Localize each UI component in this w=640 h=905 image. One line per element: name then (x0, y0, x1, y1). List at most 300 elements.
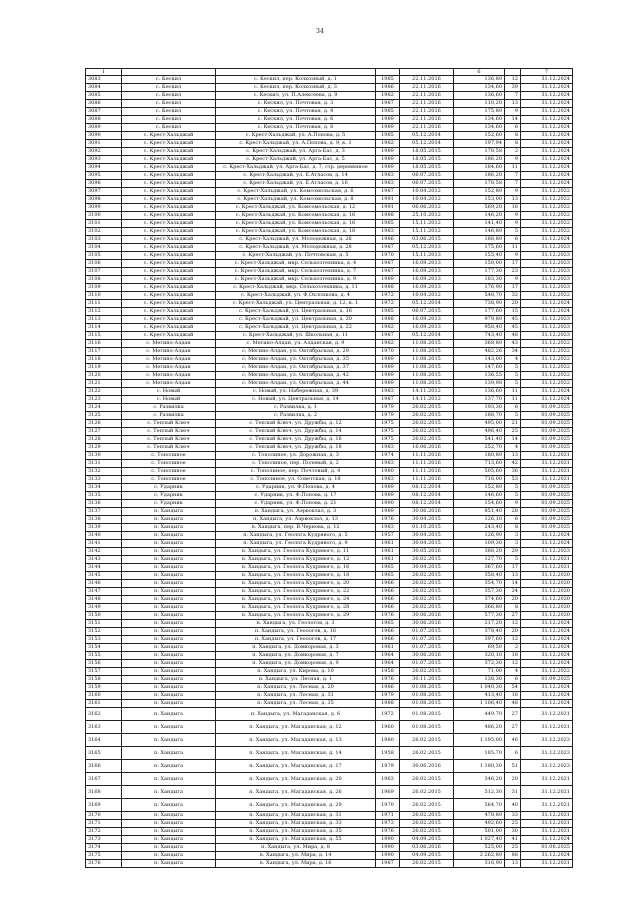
row-number-cell: 3105 (86, 252, 122, 260)
row-number-cell: 3086 (86, 100, 122, 108)
area-cell: 252,70 (454, 444, 505, 452)
table-row (86, 388, 573, 396)
row-number-cell: 3103 (86, 236, 122, 244)
year-built-cell: 1966 (376, 636, 400, 644)
area-cell: 146,60 (454, 492, 505, 500)
inclusion-date-cell: 11.11.2016 (400, 452, 454, 460)
table-row (86, 436, 573, 444)
residents-cell: 46 (505, 734, 521, 747)
table-row (86, 786, 573, 799)
address-cell: с. Крест-Хальджай, ул. А.Попова, д. 5 (216, 132, 376, 140)
address-cell: с. Кескил, пер. Колхозный, д. 1 (216, 76, 376, 84)
residents-cell: 31 (505, 786, 521, 799)
plan-date-cell: 01.09.2025 (521, 420, 573, 428)
area-cell: 979,80 (454, 316, 505, 324)
table-row (86, 380, 573, 388)
residents-cell: 5 (505, 228, 521, 236)
year-built-cell: 1979 (376, 760, 400, 773)
inclusion-date-cell: 01.07.2015 (400, 644, 454, 652)
settlement-cell: с. Крест-Хальджай (122, 268, 216, 276)
area-cell: 1 195,00 (454, 734, 505, 747)
inclusion-date-cell: 30.04.2015 (400, 540, 454, 548)
settlement-cell: п. Хандыга (122, 860, 216, 868)
settlement-cell: п. Хандыга (122, 828, 216, 836)
area-cell: 185,70 (454, 747, 505, 760)
area-cell: 177,60 (454, 308, 505, 316)
residents-cell: 29 (505, 548, 521, 556)
address-cell: п. Хандыга, ул. Домкоровая, д. 3 (216, 644, 376, 652)
area-cell: 496,40 (454, 428, 505, 436)
inclusion-date-cell: 22.11.2016 (400, 124, 454, 132)
residents-cell: 9 (505, 156, 521, 164)
residents-cell: 3 (505, 532, 521, 540)
table-row (86, 212, 573, 220)
plan-date-cell: 31.12.2022 (521, 356, 573, 364)
settlement-cell: п. Хандыга (122, 676, 216, 684)
settlement-cell: с. Теплый Ключ (122, 428, 216, 436)
row-number-cell: 3114 (86, 324, 122, 332)
address-cell: п. Хандыга, ул. Магаданская, д. 31 (216, 812, 376, 820)
residents-cell: 20 (505, 773, 521, 786)
residents-cell: 20 (505, 300, 521, 308)
plan-date-cell: 31.12.2022 (521, 340, 573, 348)
residents-cell: 6 (505, 404, 521, 412)
inclusion-date-cell: 25.10.2012 (400, 212, 454, 220)
row-number-cell: 3126 (86, 420, 122, 428)
address-cell: с. Крест-Хальджай, ул. Е.Атласов, д. 16 (216, 180, 376, 188)
inclusion-date-cell: 05.12.2014 (400, 140, 454, 148)
table-row (86, 734, 573, 747)
table-row (86, 812, 573, 820)
table-row (86, 620, 573, 628)
year-built-cell: 1966 (376, 588, 400, 596)
inclusion-date-cell: 26.02.2015 (400, 828, 454, 836)
table-row (86, 116, 573, 124)
inclusion-date-cell: 26.02.2015 (400, 420, 454, 428)
address-cell: п. Хандыга, ул. Геолога Кудрявого, д. 18 (216, 572, 376, 580)
settlement-cell: с. Кескил (122, 84, 216, 92)
plan-date-cell: 31.12.2021 (521, 564, 573, 572)
year-built-cell: 1976 (376, 676, 400, 684)
address-cell: с. Ударник, ул. Ф.Попова, д. 4 (216, 484, 376, 492)
settlement-cell: с. Кескил (122, 124, 216, 132)
address-cell: п. Хандыга, ул. Лесная, д. 31 (216, 692, 376, 700)
address-cell: п. Хандыга, ул. Лесная, д. 1 (216, 676, 376, 684)
address-cell: с. Развилка, д. 2 (216, 412, 376, 420)
plan-date-cell: 01.09.2025 (521, 524, 573, 532)
table-row (86, 108, 573, 116)
year-built-cell: 1989 (376, 372, 400, 380)
plan-date-cell: 31.12.2023 (521, 268, 573, 276)
residents-cell: 17 (505, 564, 521, 572)
inclusion-date-cell: 30.04.2015 (400, 564, 454, 572)
address-cell: п. Хандыга, ул. Геолога Кудрявого, д. 11 (216, 548, 376, 556)
address-cell: п. Хандыга, ул. Лесная, д. 20 (216, 684, 376, 692)
plan-date-cell: 31.12.2022 (521, 372, 573, 380)
row-number-cell: 3162 (86, 708, 122, 721)
residents-cell: 4 (505, 356, 521, 364)
plan-date-cell: 31.12.2020 (521, 604, 573, 612)
year-built-cell: 1983 (376, 444, 400, 452)
address-cell: с. Крест-Хальджай, ул. Почтовская, д. 5 (216, 252, 376, 260)
inclusion-date-cell: 06.06.2012 (400, 204, 454, 212)
plan-date-cell: 31.12.2021 (521, 708, 573, 721)
table-body (86, 76, 573, 868)
table-row (86, 444, 573, 452)
plan-date-cell: 01.09.2025 (521, 676, 573, 684)
table-row (86, 196, 573, 204)
inclusion-date-cell: 08.12.2014 (400, 484, 454, 492)
plan-date-cell: 31.12.2024 (521, 92, 573, 100)
row-number-cell: 3139 (86, 524, 122, 532)
address-cell: с. Крест-Хальджай, ул. Центральная, д. 20 (216, 316, 376, 324)
residents-cell: 32 (505, 292, 521, 300)
inclusion-date-cell: 22.11.2016 (400, 108, 454, 116)
area-cell: 143,00 (454, 356, 505, 364)
year-built-cell: 1976 (376, 612, 400, 620)
settlement-cell: с. Ударник (122, 492, 216, 500)
table-row (86, 747, 573, 760)
address-cell: с. Кескил, ул. Почтовая, д. 6 (216, 116, 376, 124)
area-cell: 110,20 (454, 100, 505, 108)
plan-date-cell: 31.12.2021 (521, 812, 573, 820)
residents-cell: 25 (505, 820, 521, 828)
plan-date-cell: 31.12.2024 (521, 532, 573, 540)
area-cell: 486,20 (454, 721, 505, 734)
residents-cell: 54 (505, 684, 521, 692)
year-built-cell: 1987 (376, 244, 400, 252)
area-cell: 713,60 (454, 460, 505, 468)
row-number-cell: 3175 (86, 852, 122, 860)
address-cell: п. Хандыга, ул. Мира, д. 16 (216, 860, 376, 868)
residents-cell: 36 (505, 468, 521, 476)
plan-date-cell: 01.09.2025 (521, 492, 573, 500)
settlement-cell: с. Развилка (122, 404, 216, 412)
inclusion-date-cell: 04.09.2015 (400, 836, 454, 844)
residents-cell: 6 (505, 747, 521, 760)
row-number-cell: 3118 (86, 356, 122, 364)
plan-date-cell: 31.12.2024 (521, 628, 573, 636)
year-built-cell: 1974 (376, 452, 400, 460)
residents-cell: 8 (505, 140, 521, 148)
area-cell: 577,30 (454, 612, 505, 620)
year-built-cell: 1972 (376, 300, 400, 308)
settlement-cell: п. Хандыга (122, 548, 216, 556)
year-built-cell: 1988 (376, 212, 400, 220)
address-cell: с. Крест-Хальджай, ул. Ф.Охлопкова, д. 4 (216, 292, 376, 300)
plan-date-cell: 31.12.2024 (521, 108, 573, 116)
settlement-cell: с. Крест-Хальджай (122, 276, 216, 284)
table-row (86, 836, 573, 844)
area-cell: 134,60 (454, 116, 505, 124)
table-row (86, 668, 573, 676)
inclusion-date-cell: 26.02.2015 (400, 588, 454, 596)
settlement-cell: п. Хандыга (122, 852, 216, 860)
table-row (86, 708, 573, 721)
area-cell: 354,70 (454, 580, 505, 588)
plan-date-cell: 31.12.2024 (521, 388, 573, 396)
inclusion-date-cell: 26.02.2015 (400, 786, 454, 799)
area-cell: 492,60 (454, 820, 505, 828)
address-cell: с. Теплый Ключ, ул. Дружбы, д. 18 (216, 444, 376, 452)
table-header-row (86, 69, 573, 76)
table-row (86, 156, 573, 164)
residents-cell: 20 (505, 628, 521, 636)
year-built-cell: 1990 (376, 500, 400, 508)
year-built-cell: 1975 (376, 420, 400, 428)
inclusion-date-cell: 26.02.2015 (400, 436, 454, 444)
inclusion-date-cell: 11.08.2015 (400, 340, 454, 348)
table-row (86, 760, 573, 773)
area-cell: 155,40 (454, 252, 505, 260)
table-row (86, 92, 573, 100)
residents-cell: 6 (505, 124, 521, 132)
area-cell: 137,70 (454, 396, 505, 404)
plan-date-cell: 31.12.2024 (521, 620, 573, 628)
residents-cell: 5 (505, 364, 521, 372)
residents-cell: 25 (505, 428, 521, 436)
area-cell: 183,30 (454, 276, 505, 284)
residents-cell: 8 (505, 524, 521, 532)
year-built-cell: 1966 (376, 628, 400, 636)
settlement-cell: с. Крест-Хальджай (122, 156, 216, 164)
table-row (86, 516, 573, 524)
year-built-cell: 1983 (376, 460, 400, 468)
inclusion-date-cell: 26.02.2015 (400, 799, 454, 812)
table-row (86, 204, 573, 212)
address-cell: п. Хандыга, ул. Магаданская, д. 17 (216, 760, 376, 773)
inclusion-date-cell: 26.02.2015 (400, 668, 454, 676)
residents-cell: 51 (505, 760, 521, 773)
row-number-cell: 3087 (86, 108, 122, 116)
inclusion-date-cell: 26.02.2015 (400, 412, 454, 420)
residents-cell: 4 (505, 444, 521, 452)
settlement-cell: с. Крест-Хальджай (122, 212, 216, 220)
table-row (86, 799, 573, 812)
plan-date-cell: 31.12.2021 (521, 468, 573, 476)
residents-cell: 12 (505, 620, 521, 628)
plan-date-cell: 31.12.2022 (521, 212, 573, 220)
table-row (86, 660, 573, 668)
area-cell: 243,40 (454, 524, 505, 532)
plan-date-cell: 31.12.2024 (521, 172, 573, 180)
inclusion-date-cell: 14.11.2012 (400, 388, 454, 396)
settlement-cell: п. Хандыга (122, 636, 216, 644)
settlement-cell: с. Крест-Хальджай (122, 308, 216, 316)
address-cell: с. Новый, ул. Набережная, д. 39 (216, 388, 376, 396)
inclusion-date-cell: 11.11.2016 (400, 460, 454, 468)
table-row (86, 268, 573, 276)
row-number-cell: 3116 (86, 340, 122, 348)
row-number-cell: 3129 (86, 444, 122, 452)
residents-cell: 3 (505, 540, 521, 548)
row-number-cell: 3142 (86, 548, 122, 556)
address-cell: с. Тополиное, ул. Дорожная, д. 3 (216, 452, 376, 460)
settlement-cell: с. Крест-Хальджай (122, 260, 216, 268)
header-cell: 6 (454, 69, 505, 76)
plan-date-cell: 31.12.2024 (521, 700, 573, 708)
area-cell: 1 040,30 (454, 684, 505, 692)
year-built-cell: 1986 (376, 84, 400, 92)
row-number-cell: 3154 (86, 644, 122, 652)
row-number-cell: 3156 (86, 660, 122, 668)
plan-date-cell: 31.12.2020 (521, 588, 573, 596)
settlement-cell: п. Хандыга (122, 508, 216, 516)
inclusion-date-cell: 11.08.2015 (400, 380, 454, 388)
plan-date-cell: 01.09.2025 (521, 484, 573, 492)
year-built-cell: 1990 (376, 836, 400, 844)
row-number-cell: 3110 (86, 292, 122, 300)
row-number-cell: 3104 (86, 244, 122, 252)
residents-cell: 2 (505, 644, 521, 652)
area-cell: 136,60 (454, 388, 505, 396)
residents-cell: 13 (505, 452, 521, 460)
header-cell (122, 69, 216, 76)
plan-date-cell: 31.12.2023 (521, 244, 573, 252)
address-cell: с. Тополиное, пер. Почтовый, д. 4 (216, 468, 376, 476)
row-number-cell: 3143 (86, 556, 122, 564)
table-row (86, 596, 573, 604)
table-row (86, 372, 573, 380)
row-number-cell: 3132 (86, 468, 122, 476)
area-cell: 1 180,30 (454, 760, 505, 773)
year-built-cell: 1987 (376, 396, 400, 404)
year-built-cell: 1957 (376, 532, 400, 540)
address-cell: п. Хандыга, ул. Аэрвокзал, д. 13 (216, 516, 376, 524)
area-cell: 541,40 (454, 436, 505, 444)
plan-date-cell: 31.12.2022 (521, 364, 573, 372)
year-built-cell: 1964 (376, 652, 400, 660)
area-cell: 851,40 (454, 508, 505, 516)
area-cell: 482,26 (454, 348, 505, 356)
row-number-cell: 3158 (86, 676, 122, 684)
settlement-cell: п. Хандыга (122, 820, 216, 828)
settlement-cell: с. Тополиное (122, 452, 216, 460)
year-built-cell: 1958 (376, 668, 400, 676)
area-cell: 958,40 (454, 324, 505, 332)
row-number-cell: 3140 (86, 532, 122, 540)
table-row (86, 404, 573, 412)
row-number-cell: 3141 (86, 540, 122, 548)
inclusion-date-cell: 10.04.2012 (400, 196, 454, 204)
settlement-cell: п. Хандыга (122, 708, 216, 721)
plan-date-cell: 31.12.2023 (521, 260, 573, 268)
table-row (86, 684, 573, 692)
row-number-cell: 3088 (86, 116, 122, 124)
inclusion-date-cell: 26.02.2015 (400, 556, 454, 564)
area-cell: 141,40 (454, 220, 505, 228)
row-number-cell: 3164 (86, 734, 122, 747)
year-built-cell: 1986 (376, 684, 400, 692)
settlement-cell: п. Хандыга (122, 812, 216, 820)
address-cell: п. Хандыга, ул. Аэрвокзал, д. 3 (216, 508, 376, 516)
address-cell: с. Мегино-Алдан, ул. Октябрьская, д. 37 (216, 364, 376, 372)
area-cell: 150,00 (454, 260, 505, 268)
year-built-cell: 1989 (376, 116, 400, 124)
inclusion-date-cell: 16.06.2016 (400, 444, 454, 452)
inclusion-date-cell: 18.05.2015 (400, 156, 454, 164)
residents-cell: 39 (505, 84, 521, 92)
plan-date-cell: 31.12.2024 (521, 660, 573, 668)
area-cell: 505,60 (454, 468, 505, 476)
plan-date-cell: 31.12.2023 (521, 332, 573, 340)
residents-cell: 9 (505, 188, 521, 196)
residents-cell: 34 (505, 348, 521, 356)
inclusion-date-cell: 05.12.2014 (400, 300, 454, 308)
row-number-cell: 3097 (86, 188, 122, 196)
residents-cell: 13 (505, 196, 521, 204)
table-row (86, 773, 573, 786)
residents-cell: 41 (505, 836, 521, 844)
year-built-cell: 1988 (376, 700, 400, 708)
year-built-cell: 1983 (376, 524, 400, 532)
inclusion-date-cell: 30.04.2015 (400, 516, 454, 524)
area-cell: 109,30 (454, 540, 505, 548)
inclusion-date-cell: 06.07.2015 (400, 308, 454, 316)
table-row (86, 428, 573, 436)
address-cell: с. Крест-Хальджай, ул. Е.Атласов, д. 14 (216, 172, 376, 180)
table-row (86, 652, 573, 660)
table-row (86, 692, 573, 700)
address-cell: с. Ударник, ул. Ф.Попова, д. 17 (216, 492, 376, 500)
settlement-cell: с. Крест-Хальджай (122, 140, 216, 148)
residents-cell: 6 (505, 676, 521, 684)
plan-date-cell: 31.12.2022 (521, 348, 573, 356)
year-built-cell: 1990 (376, 844, 400, 852)
settlement-cell: с. Теплый Ключ (122, 444, 216, 452)
table-row (86, 452, 573, 460)
year-built-cell: 1987 (376, 100, 400, 108)
table-row (86, 492, 573, 500)
table-row (86, 236, 573, 244)
area-cell: 716,00 (454, 476, 505, 484)
table-row (86, 140, 573, 148)
row-number-cell: 3106 (86, 260, 122, 268)
table-row (86, 356, 573, 364)
row-number-cell: 3176 (86, 860, 122, 868)
area-cell: 738,90 (454, 300, 505, 308)
table-row (86, 644, 573, 652)
residents-cell: 5 (505, 484, 521, 492)
settlement-cell: с. Крест-Хальджай (122, 292, 216, 300)
table-row (86, 420, 573, 428)
inclusion-date-cell: 22.11.2016 (400, 100, 454, 108)
row-number-cell: 3113 (86, 316, 122, 324)
area-cell: 152,60 (454, 132, 505, 140)
address-cell: с. Кескил, ул. Почтовая, д. 3 (216, 100, 376, 108)
row-number-cell: 3092 (86, 148, 122, 156)
address-cell: п. Хандыга, ул. Геологов, д. 16 (216, 628, 376, 636)
address-cell: с. Крест-Хальджай, мкр. Сельхозтехника, д. 9 (216, 276, 376, 284)
row-number-cell: 3112 (86, 308, 122, 316)
area-cell: 193,30 (454, 404, 505, 412)
address-cell: с. Крест-Хальджай, ул. Комсомольская, д. 16 (216, 212, 376, 220)
address-cell: с. Тополиное, ул. Советская, д. 18 (216, 476, 376, 484)
area-cell: 126,10 (454, 516, 505, 524)
inclusion-date-cell: 30.06.2016 (400, 760, 454, 773)
row-number-cell: 3102 (86, 228, 122, 236)
table-row (86, 340, 573, 348)
row-number-cell: 3128 (86, 436, 122, 444)
year-built-cell: 1966 (376, 604, 400, 612)
address-cell: п. Хандыга, ул. Магаданская, д. 29 (216, 799, 376, 812)
area-cell: 152,80 (454, 188, 505, 196)
area-cell: 126,90 (454, 532, 505, 540)
row-number-cell: 3111 (86, 300, 122, 308)
table-row (86, 244, 573, 252)
settlement-cell: с. Крест-Хальджай (122, 324, 216, 332)
address-cell: п. Хандыга, ул. Магаданская, д. 6 (216, 708, 376, 721)
